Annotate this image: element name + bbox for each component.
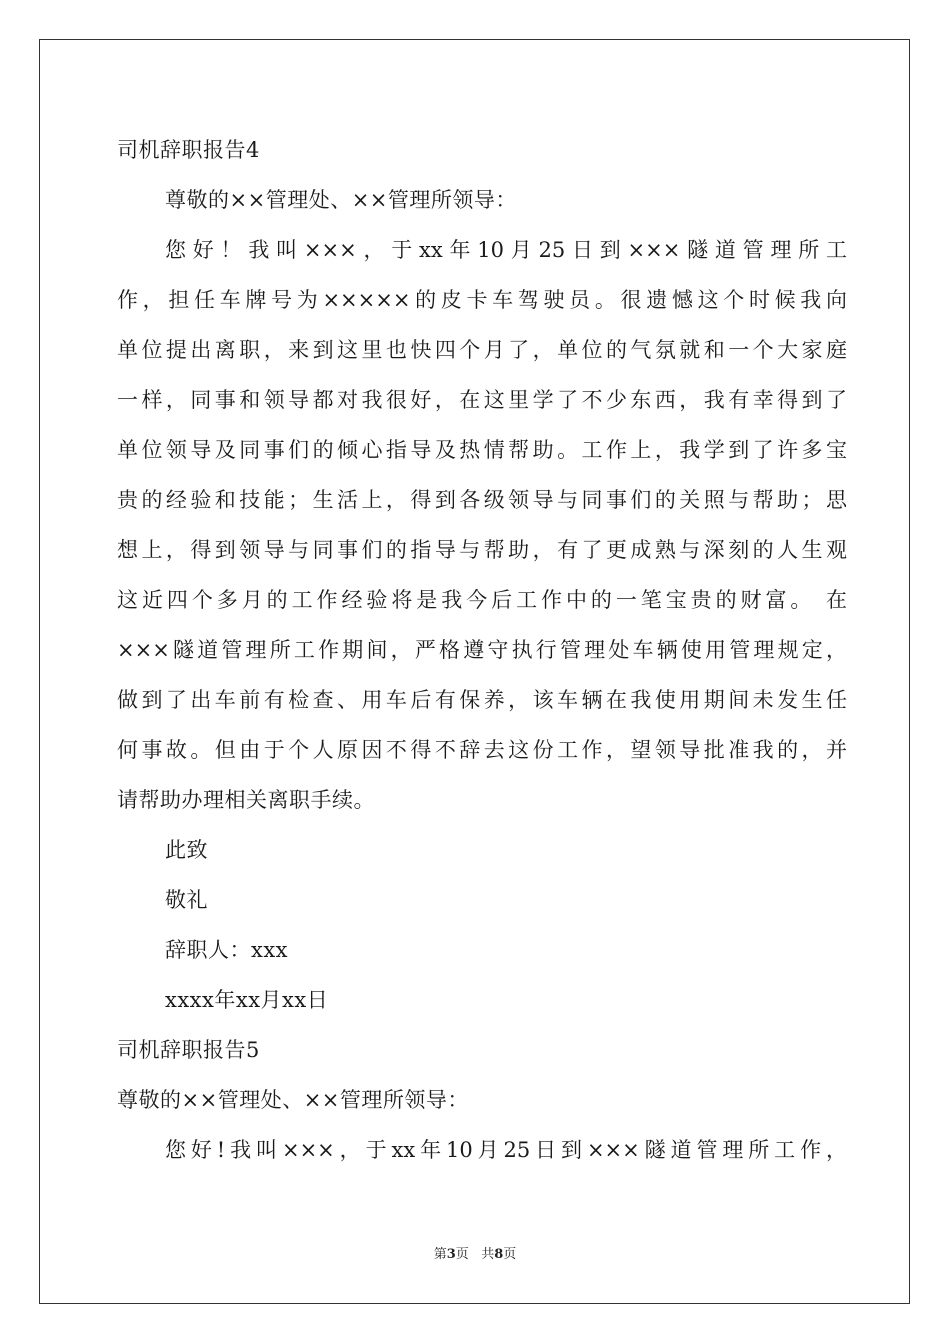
closing-line: 敬礼 [165, 888, 208, 912]
body-line: 您好!我叫×××，于xx年10月25日到×××隧道管理所工作， [165, 1138, 847, 1162]
body-line: 做到了出车前有检查、用车后有保养，该车辆在我使用期间未发生任 [117, 688, 847, 712]
footer-total-suffix: 页 [503, 1247, 517, 1262]
section-heading: 司机辞职报告5 [117, 1038, 260, 1062]
body-line: 请帮助办理相关离职手续。 [117, 788, 375, 812]
body-line: 单位提出离职，来到这里也快四个月了，单位的气氛就和一个大家庭 [117, 338, 847, 362]
page-border [39, 39, 910, 1304]
footer-total-pages: 8 [494, 1247, 504, 1262]
page-footer [0, 1247, 950, 1263]
body-line: 作，担任车牌号为×××××的皮卡车驾驶员。很遗憾这个时候我向 [117, 288, 847, 312]
salutation: 尊敬的××管理处、××管理所领导： [117, 1088, 469, 1112]
body-line: 一样，同事和领导都对我很好，在这里学了不少东西，我有幸得到了 [117, 388, 847, 412]
body-line: 何事故。但由于个人原因不得不辞去这份工作，望领导批准我的，并 [117, 738, 847, 762]
signer-line: 辞职人：xxx [165, 938, 289, 962]
footer-page-suffix: 页 [455, 1247, 469, 1262]
footer-page-prefix: 第 [433, 1247, 447, 1262]
date-line: xxxx年xx月xx日 [165, 988, 329, 1012]
footer-page-number: 3 [446, 1247, 456, 1262]
body-line: 您好！我叫×××，于xx年10月25日到×××隧道管理所工 [165, 238, 847, 262]
body-line: 贵的经验和技能；生活上，得到各级领导与同事们的关照与帮助；思 [117, 488, 847, 512]
body-line: 这近四个多月的工作经验将是我今后工作中的一笔宝贵的财富。 在 [117, 588, 847, 612]
body-line: 单位领导及同事们的倾心指导及热情帮助。工作上，我学到了许多宝 [117, 438, 847, 462]
section-heading: 司机辞职报告4 [117, 138, 260, 162]
body-line: 想上，得到领导与同事们的指导与帮助，有了更成熟与深刻的人生观 [117, 538, 847, 562]
closing-line: 此致 [165, 838, 208, 862]
body-line: ×××隧道管理所工作期间，严格遵守执行管理处车辆使用管理规定， [117, 638, 847, 662]
footer-total-prefix: 共 [481, 1247, 495, 1262]
salutation: 尊敬的××管理处、××管理所领导： [165, 188, 517, 212]
